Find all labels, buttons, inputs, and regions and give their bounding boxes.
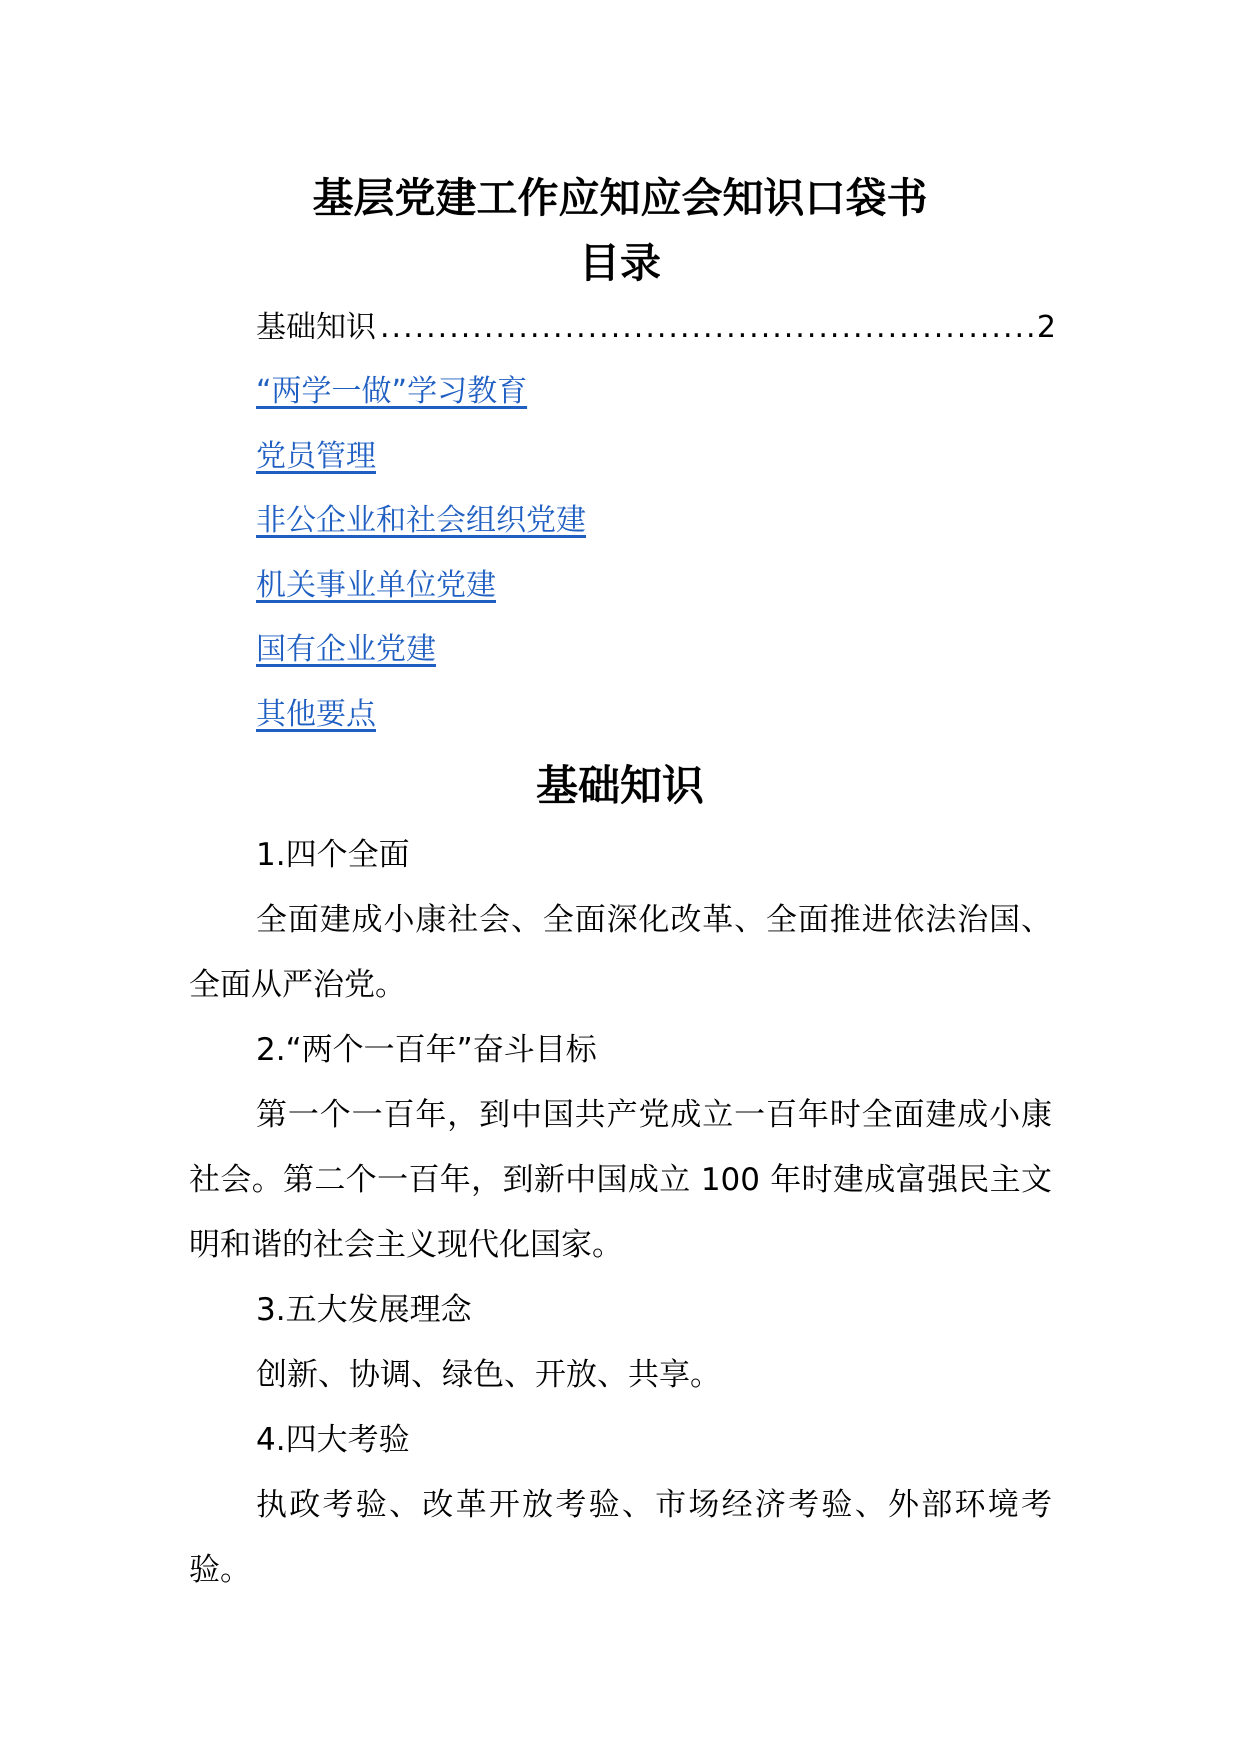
item-paragraph: 第一个一百年，到中国共产党成立一百年时全面建成小康社会。第二个一百年，到新中国成立 100 年时建成富强民主文明和谐的社会主义现代化国家。 xyxy=(189,1097,1052,1263)
toc-entry-basic-knowledge[interactable] xyxy=(256,306,1056,350)
toc-link-non-public-enterprise-party-building[interactable]: 非公企业和社会组织党建 xyxy=(256,503,586,538)
toc-heading: 目录 xyxy=(579,239,661,287)
item-heading: 4.四大考验 xyxy=(256,1422,410,1458)
item-heading: 1.四个全面 xyxy=(256,837,410,873)
item-paragraph: 创新、协调、绿色、开放、共享。 xyxy=(256,1357,721,1393)
item-heading: 3.五大发展理念 xyxy=(256,1292,472,1328)
item-heading: 2.“两个一百年”奋斗目标 xyxy=(256,1032,597,1068)
section-body xyxy=(189,823,1052,1603)
section-title: 基础知识 xyxy=(535,761,704,810)
toc-entry-page-number: 2 xyxy=(1036,310,1056,345)
toc-link-party-member-management[interactable]: 党员管理 xyxy=(256,439,376,474)
toc-entry-label: 基础知识 xyxy=(256,310,376,345)
item-paragraph: 全面建成小康社会、全面深化改革、全面推进依法治国、全面从严治党。 xyxy=(189,902,1052,1003)
toc-link-two-studies-one-action[interactable]: “两学一做”学习教育 xyxy=(256,374,528,409)
document-title: 基层党建工作应知应会知识口袋书 xyxy=(312,174,928,222)
toc-link-other-key-points[interactable]: 其他要点 xyxy=(256,697,376,732)
toc-link-government-institution-party-building[interactable]: 机关事业单位党建 xyxy=(256,568,496,603)
toc-link-state-enterprise-party-building[interactable]: 国有企业党建 xyxy=(256,632,436,667)
item-paragraph: 执政考验、改革开放考验、市场经济考验、外部环境考验。 xyxy=(189,1487,1052,1588)
toc-leader-dots xyxy=(380,306,1033,350)
